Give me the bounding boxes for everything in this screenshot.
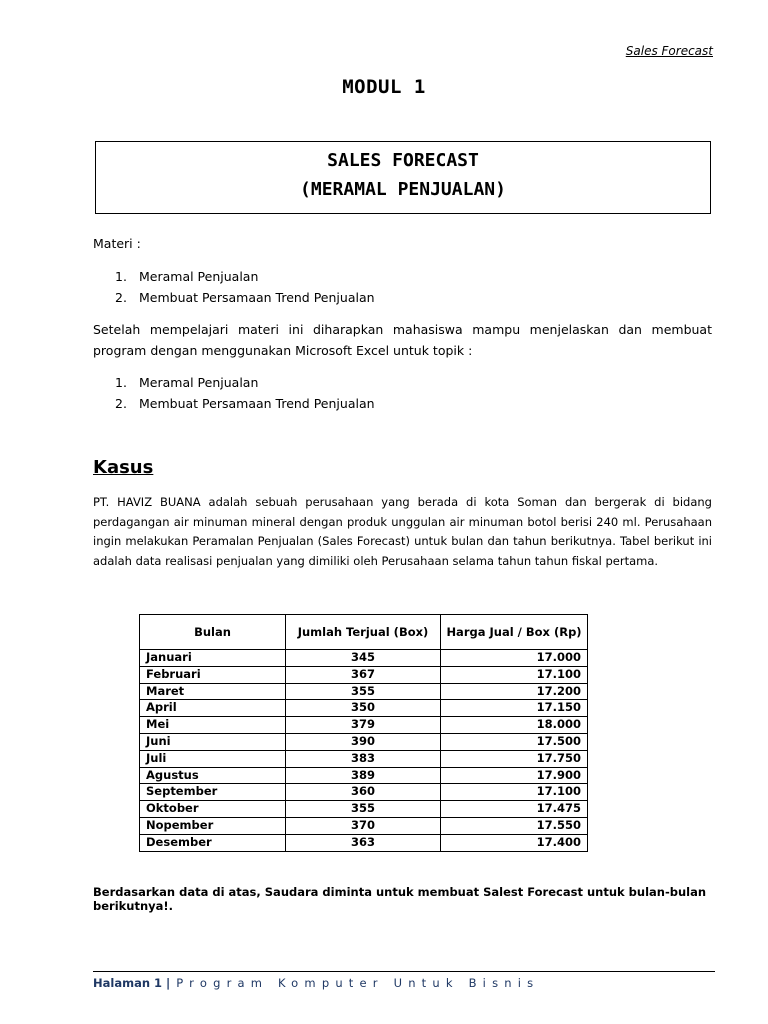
cell-bulan: Maret	[140, 683, 286, 700]
cell-jumlah: 360	[286, 784, 441, 801]
table-row	[140, 750, 588, 767]
footer-separator: |	[166, 976, 171, 990]
list-number: 2.	[115, 289, 127, 305]
footer-divider	[93, 971, 715, 972]
cell-bulan: Juni	[140, 733, 286, 750]
table-row	[140, 700, 588, 717]
table-row	[140, 834, 588, 851]
table-row	[140, 717, 588, 734]
intro-paragraph: Setelah mempelajari materi ini diharapkan mahasiswa mampu menjelaskan dan membuat program dengan menggunakan Microsoft Excel untuk topik :	[93, 322, 712, 358]
list-item	[115, 288, 375, 309]
cell-harga: 17.400	[441, 834, 588, 851]
cell-bulan: Mei	[140, 717, 286, 734]
list-number: 1.	[115, 269, 127, 284]
table-row	[140, 666, 588, 683]
materi-label: Materi :	[93, 236, 141, 251]
list-text: Meramal Penjualan	[139, 375, 259, 390]
cell-jumlah: 363	[286, 834, 441, 851]
cell-bulan: Oktober	[140, 801, 286, 818]
cell-jumlah: 345	[286, 650, 441, 667]
module-title: MODUL 1	[342, 76, 426, 98]
cell-jumlah: 370	[286, 817, 441, 834]
cell-bulan: September	[140, 784, 286, 801]
cell-bulan: Desember	[140, 834, 286, 851]
table-row	[140, 801, 588, 818]
running-header: Sales Forecast	[625, 44, 713, 58]
header-bulan: Bulan	[140, 615, 286, 650]
cell-jumlah: 390	[286, 733, 441, 750]
cell-harga: 17.750	[441, 750, 588, 767]
book-title: Program Komputer Untuk Bisnis	[176, 976, 540, 990]
cell-bulan: Januari	[140, 650, 286, 667]
topic-list	[115, 373, 375, 414]
title-line-1: SALES FORECAST	[327, 150, 479, 171]
cell-harga: 17.000	[441, 650, 588, 667]
title-box	[95, 141, 711, 214]
sales-table	[139, 614, 588, 852]
cell-bulan: April	[140, 700, 286, 717]
list-number: 2.	[115, 395, 127, 411]
table-row	[140, 817, 588, 834]
table-row	[140, 683, 588, 700]
cell-jumlah: 350	[286, 700, 441, 717]
table-row	[140, 767, 588, 784]
cell-harga: 17.500	[441, 733, 588, 750]
cell-jumlah: 389	[286, 767, 441, 784]
cell-harga: 18.000	[441, 717, 588, 734]
materi-list	[115, 267, 375, 308]
table-header-row	[140, 615, 588, 650]
list-item	[115, 373, 375, 394]
cell-harga: 17.200	[441, 683, 588, 700]
header-harga: Harga Jual / Box (Rp)	[441, 615, 588, 650]
cell-harga: 17.475	[441, 801, 588, 818]
cell-bulan: Nopember	[140, 817, 286, 834]
list-text: Membuat Persamaan Trend Penjualan	[139, 395, 375, 411]
page-number-label: Halaman 1	[93, 976, 163, 990]
cell-bulan: Februari	[140, 666, 286, 683]
header-jumlah: Jumlah Terjual (Box)	[286, 615, 441, 650]
cell-bulan: Agustus	[140, 767, 286, 784]
cell-jumlah: 355	[286, 683, 441, 700]
cell-jumlah: 379	[286, 717, 441, 734]
table-row	[140, 650, 588, 667]
table-row	[140, 784, 588, 801]
title-line-2: (MERAMAL PENJUALAN)	[300, 179, 506, 200]
cell-jumlah: 355	[286, 801, 441, 818]
closing-instruction: Berdasarkan data di atas, Saudara diminta untuk membuat Salest Forecast untuk bulan-bulan berikutnya!.	[93, 885, 707, 913]
cell-harga: 17.900	[441, 767, 588, 784]
cell-harga: 17.100	[441, 666, 588, 683]
kasus-paragraph: PT. HAVIZ BUANA adalah sebuah perusahaan yang berada di kota Soman dan bergerak di bidang perdagangan air minuman mineral dengan produk unggulan air minuman botol berisi 240 ml. Perusahaan ingin melakukan Peramalan Penjualan (Sales Forecast) untuk bulan dan tahun berikutnya. Tabel berikut ini adalah data realisasi penjualan yang dimiliki oleh Perusahaan selama tahun tahun fiskal pertama.	[93, 495, 712, 568]
cell-jumlah: 383	[286, 750, 441, 767]
page-footer	[93, 976, 539, 990]
cell-bulan: Juli	[140, 750, 286, 767]
cell-harga: 17.150	[441, 700, 588, 717]
list-number: 1.	[115, 375, 127, 390]
list-text: Membuat Persamaan Trend Penjualan	[139, 289, 375, 305]
cell-harga: 17.550	[441, 817, 588, 834]
cell-harga: 17.100	[441, 784, 588, 801]
list-text: Meramal Penjualan	[139, 269, 259, 284]
kasus-heading: Kasus	[93, 457, 154, 478]
table-row	[140, 733, 588, 750]
cell-jumlah: 367	[286, 666, 441, 683]
list-item	[115, 267, 375, 288]
list-item	[115, 394, 375, 415]
